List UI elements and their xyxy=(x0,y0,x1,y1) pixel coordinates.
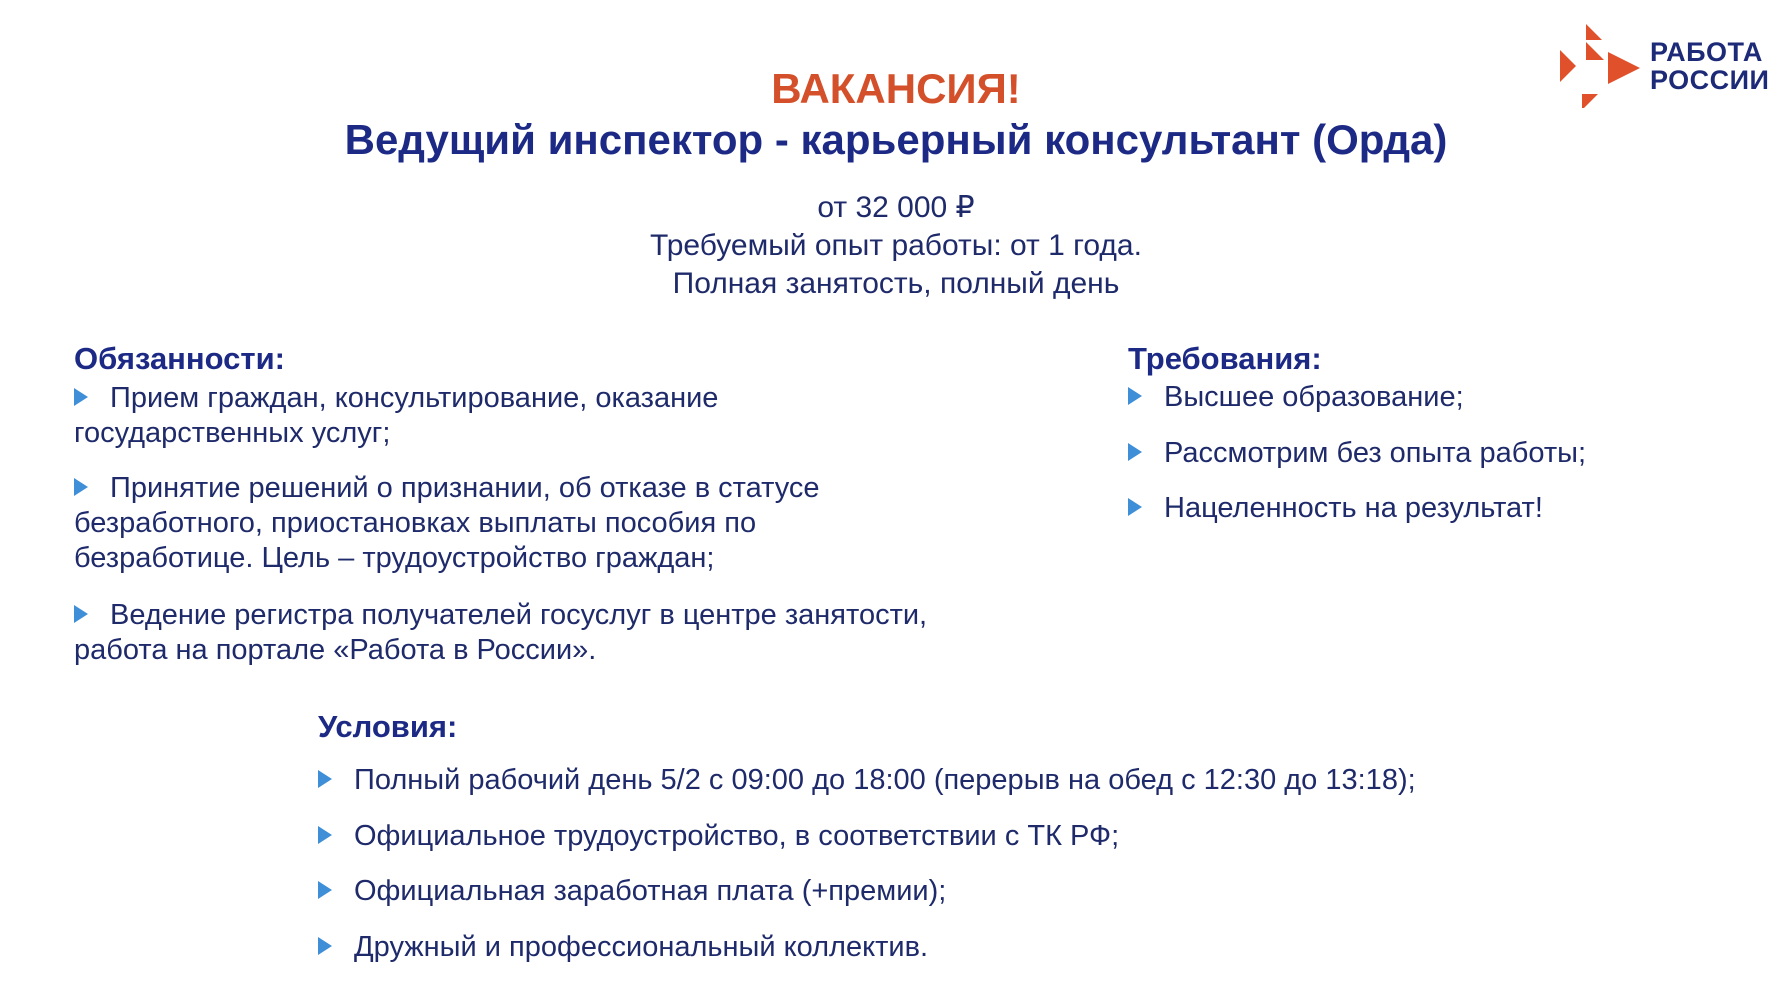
duties-item-line: государственных услуг; xyxy=(74,417,391,449)
duties-item-line: безработице. Цель – трудоустройство граждан; xyxy=(74,542,715,574)
requirements-item: Нацеленность на результат! xyxy=(1128,491,1543,526)
conditions-item: Полный рабочий день 5/2 с 09:00 до 18:00 (перерыв на обед с 12:30 до 13:18); xyxy=(318,763,1416,798)
bullet-icon xyxy=(318,770,332,788)
schedule-text: Полная занятость, полный день xyxy=(672,267,1120,300)
duties-item-line: работа на портале «Работа в России». xyxy=(74,634,597,666)
conditions-title: Условия: xyxy=(318,709,458,744)
duties-item xyxy=(74,598,927,668)
experience-text: Требуемый опыт работы: от 1 года. xyxy=(650,229,1142,262)
logo-text-line1: РАБОТА xyxy=(1650,37,1763,67)
conditions-item: Официальное трудоустройство, в соответствии с ТК РФ; xyxy=(318,819,1119,854)
salary-text: от 32 000 ₽ xyxy=(817,191,975,224)
duties-item-line: безработного, приостановках выплаты пособия по xyxy=(74,507,757,539)
duties-item-line: Прием граждан, консультирование, оказание xyxy=(74,381,718,416)
requirements-item: Рассмотрим без опыта работы; xyxy=(1128,436,1586,471)
bullet-icon xyxy=(318,881,332,899)
bullet-icon xyxy=(74,388,88,406)
vacancy-badge: ВАКАНСИЯ! xyxy=(771,65,1021,112)
conditions-item: Официальная заработная плата (+премии); xyxy=(318,874,946,909)
duties-item xyxy=(74,381,718,451)
duties-title: Обязанности: xyxy=(74,341,285,376)
bullet-icon xyxy=(318,937,332,955)
bullet-icon xyxy=(1128,387,1142,405)
requirements-title: Требования: xyxy=(1128,341,1322,376)
conditions-item: Дружный и профессиональный коллектив. xyxy=(318,930,928,965)
bullet-icon xyxy=(74,605,88,623)
bullet-icon xyxy=(318,826,332,844)
bullet-icon xyxy=(74,478,88,496)
duties-item xyxy=(74,471,820,576)
bullet-icon xyxy=(1128,498,1142,516)
logo-text-line2: РОССИИ xyxy=(1650,65,1770,95)
duties-item-line: Ведение регистра получателей госуслуг в центре занятости, xyxy=(74,598,927,633)
bullet-icon xyxy=(1128,443,1142,461)
requirements-item: Высшее образование; xyxy=(1128,380,1464,415)
vacancy-title: Ведущий инспектор - карьерный консультант (Орда) xyxy=(344,116,1448,163)
duties-item-line: Принятие решений о признании, об отказе в статусе xyxy=(74,471,820,506)
